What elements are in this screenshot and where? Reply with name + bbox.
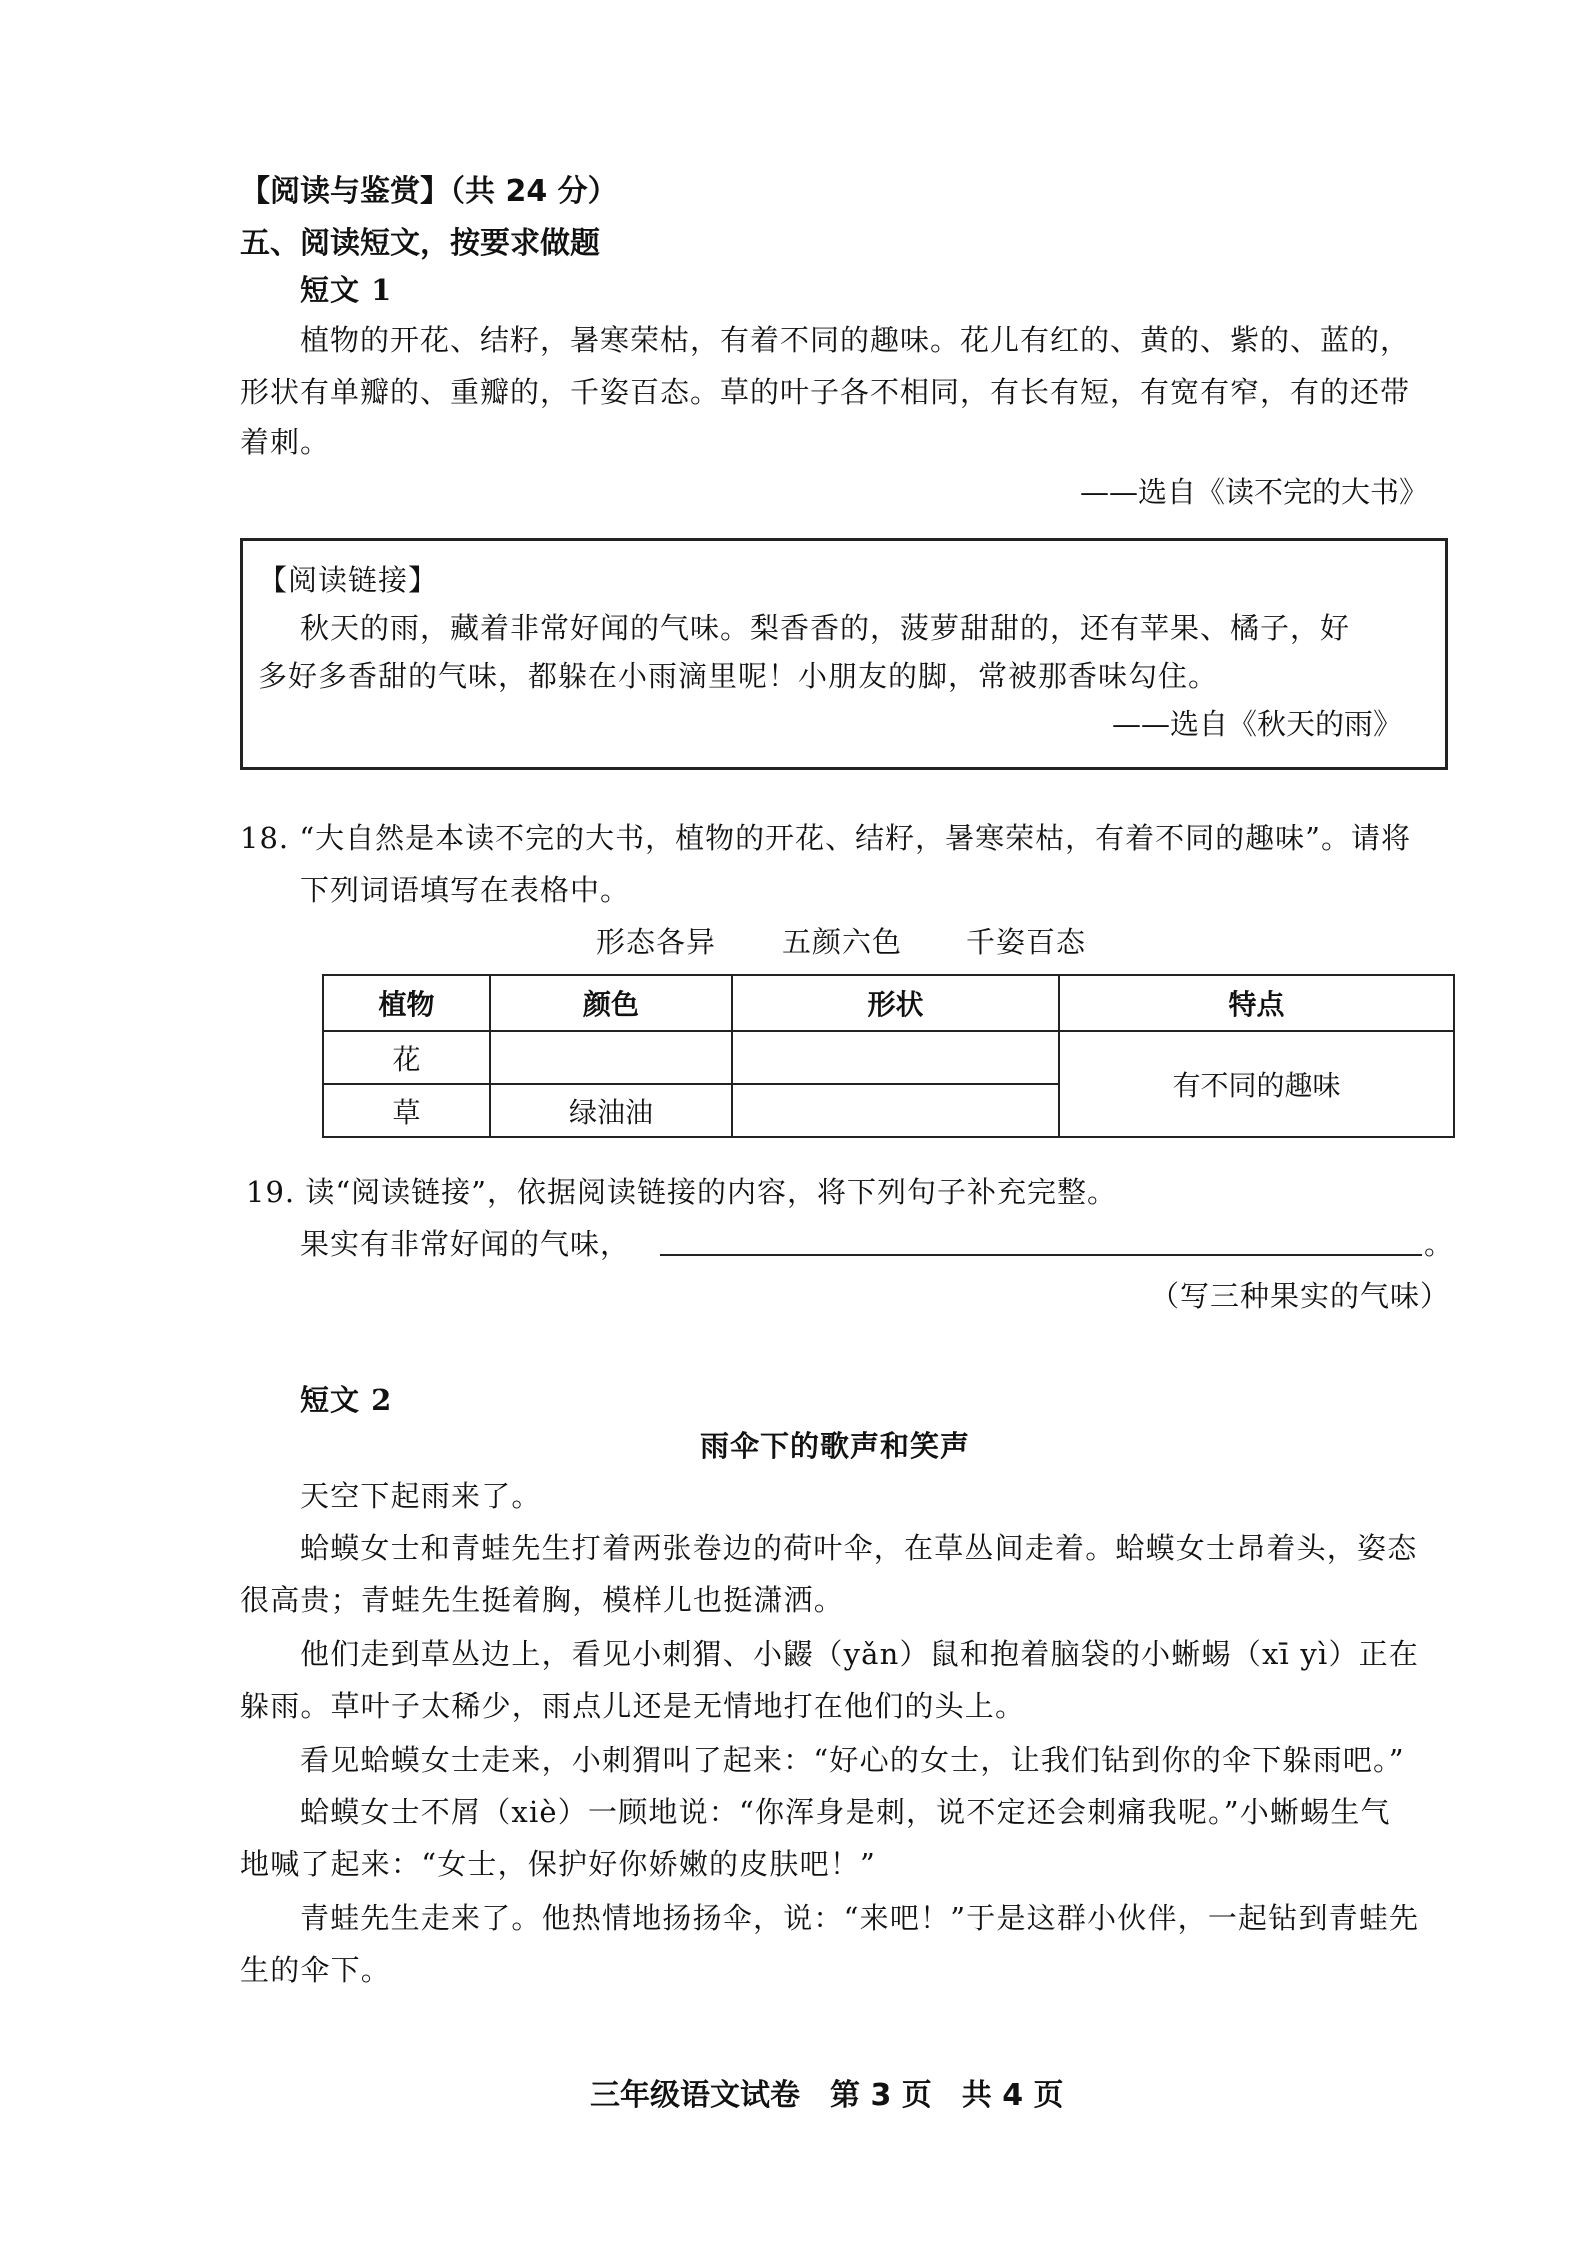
reading-link-source: ——选自《秋天的雨》 <box>1112 707 1403 741</box>
question-18-text: 下列词语填写在表格中。 <box>300 873 631 907</box>
question-19-prompt: 果实有非常好闻的气味， <box>300 1227 631 1261</box>
page-footer: 三年级语文试卷 第 3 页 共 4 页 <box>590 2078 1064 2113</box>
passage2-line: 青蛙先生走来了。他热情地扬扬伞，说：“来吧！”于是这群小伙伴，一起钻到青蛙先 <box>300 1901 1420 1935</box>
passage1-line: 形状有单瓣的、重瓣的，千姿百态。草的叶子各不相同，有长有短，有宽有窄，有的还带 <box>240 375 1411 409</box>
passage2-title: 雨伞下的歌声和笑声 <box>700 1429 971 1463</box>
passage2-line: 生的伞下。 <box>240 1953 392 1987</box>
passage2-line: 躲雨。草叶子太稀少，雨点儿还是无情地打在他们的头上。 <box>240 1689 1026 1723</box>
question-19-end-mark: 。 <box>1424 1227 1455 1261</box>
table-cell-plant: 草 <box>323 1084 490 1137</box>
section-five-heading: 五、阅读短文，按要求做题 <box>240 226 600 261</box>
word-option: 千姿百态 <box>966 925 1087 959</box>
passage2-line: 他们走到草丛边上，看见小刺猬、小鼹（yǎn）鼠和抱着脑袋的小蜥蜴（xī yì）正在 <box>300 1637 1420 1671</box>
plant-table <box>322 974 1455 1138</box>
passage1-line: 着刺。 <box>240 425 331 459</box>
reading-link-line: 秋天的雨，藏着非常好闻的气味。梨香香的，菠萝甜甜的，还有苹果、橘子，好 <box>300 611 1351 645</box>
passage2-line: 看见蛤蟆女士走来，小刺猬叫了起来：“好心的女士，让我们钻到你的伞下躲雨吧。” <box>300 1743 1405 1777</box>
table-cell-plant: 花 <box>323 1031 490 1084</box>
passage2-label: 短文 2 <box>300 1383 393 1417</box>
table-cell-color-blank[interactable] <box>490 1031 732 1084</box>
answer-blank-line[interactable] <box>660 1254 1422 1256</box>
passage1-source: ——选自《读不完的大书》 <box>1080 475 1429 509</box>
passage2-line: 天空下起雨来了。 <box>300 1479 542 1513</box>
table-header: 颜色 <box>490 975 732 1031</box>
passage1-label: 短文 1 <box>300 273 393 307</box>
table-header: 形状 <box>732 975 1059 1031</box>
table-header: 特点 <box>1059 975 1454 1031</box>
table-cell-shape-blank[interactable] <box>732 1084 1059 1137</box>
passage1-line: 植物的开花、结籽，暑寒荣枯，有着不同的趣味。花儿有红的、黄的、紫的、蓝的， <box>300 323 1411 357</box>
passage2-line: 地喊了起来：“女士，保护好你娇嫩的皮肤吧！” <box>240 1847 877 1881</box>
question-19-text: 19. 读“阅读链接”，依据阅读链接的内容，将下列句子补充完整。 <box>246 1175 1117 1209</box>
passage2-line: 蛤蟆女士和青蛙先生打着两张卷边的荷叶伞，在草丛间走着。蛤蟆女士昂着头，姿态 <box>300 1531 1418 1565</box>
question-19-note: （写三种果实的气味） <box>1150 1279 1451 1313</box>
table-header: 植物 <box>323 975 490 1031</box>
table-cell-shape-blank[interactable] <box>732 1031 1059 1084</box>
question-18-text: 18. “大自然是本读不完的大书，植物的开花、结籽，暑寒荣枯，有着不同的趣味”。请将 <box>240 821 1411 855</box>
table-row <box>323 1031 1454 1084</box>
reading-link-line: 多好多香甜的气味，都躲在小雨滴里呢！小朋友的脚，常被那香味勾住。 <box>258 659 1219 693</box>
table-header-row <box>323 975 1454 1031</box>
passage2-line: 很高贵；青蛙先生挺着胸，模样儿也挺潇洒。 <box>240 1583 845 1617</box>
passage2-line: 蛤蟆女士不屑（xiè）一顾地说：“你浑身是刺，说不定还会刺痛我呢。”小蜥蜴生气 <box>300 1795 1391 1829</box>
word-option: 形态各异 <box>596 925 717 959</box>
word-option: 五颜六色 <box>782 925 903 959</box>
reading-link-label: 【阅读链接】 <box>258 563 439 597</box>
table-cell-feature: 有不同的趣味 <box>1059 1031 1454 1137</box>
section-header: 【阅读与鉴赏】（共 24 分） <box>240 174 618 209</box>
table-cell-color: 绿油油 <box>490 1084 732 1137</box>
